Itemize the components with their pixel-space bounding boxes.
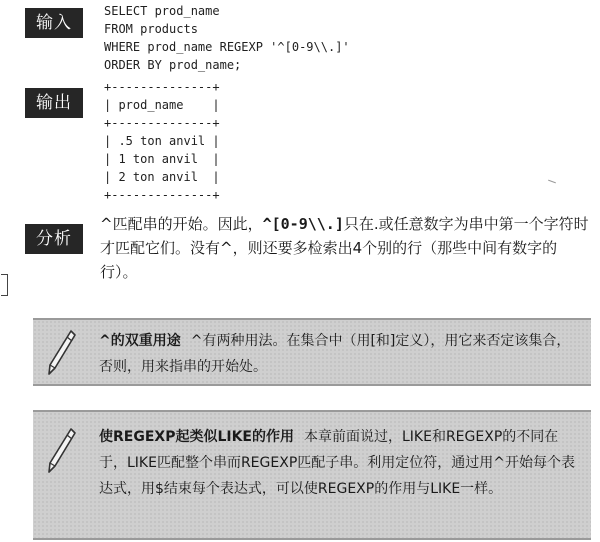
analysis-paragraph: [100, 212, 592, 284]
analysis-text-start: ^匹配串的开始。因此，: [100, 215, 263, 233]
input-label: 输入: [25, 8, 83, 38]
tip-body: ^有两种用法。在集合中（用[和]定义），用它来否定该集合，否则，用来指串的开始处。: [99, 333, 571, 375]
margin-bracket: [1, 274, 8, 296]
tip-title: 使REGEXP起类似LIKE的作用: [99, 429, 294, 445]
sql-query-code: SELECT prod_name FROM products WHERE prod_name REGEXP '^[0-9\\.]' ORDER BY prod_name;: [104, 4, 350, 72]
tip-box-regexp-like: [33, 410, 591, 540]
tip-title: ^的双重用途: [99, 333, 181, 349]
stray-mark: [548, 180, 556, 184]
analysis-label: 分析: [25, 224, 83, 254]
analysis-code-inline: ^[0-9\\.]: [262, 215, 344, 233]
tip-text: [99, 328, 581, 380]
pencil-icon: [45, 328, 77, 378]
pencil-icon: [45, 426, 77, 476]
output-label: 输出: [25, 88, 83, 118]
analysis-text-end: 只在.或任意数字为串中第一个字符时才匹配它们。没有^，则还要多检索出4个别的行（那些中间有数字的行）。: [100, 215, 589, 281]
tip-box-caret: [33, 318, 591, 386]
tip-body: 本章前面说过，LIKE和REGEXP的不同在于，LIKE匹配整个串而REGEXP匹配子串。利用定位符，通过用^开始每个表达式，用$结束每个表达式，可以使REGEXP的作用与LIKE一样。: [99, 429, 575, 497]
query-result-table: +--------------+ | prod_name | +--------------+ | .5 ton anvil | | 1 ton anvil | | 2 ton anvil | +--------------+: [104, 80, 220, 202]
tip-text: [99, 424, 581, 502]
